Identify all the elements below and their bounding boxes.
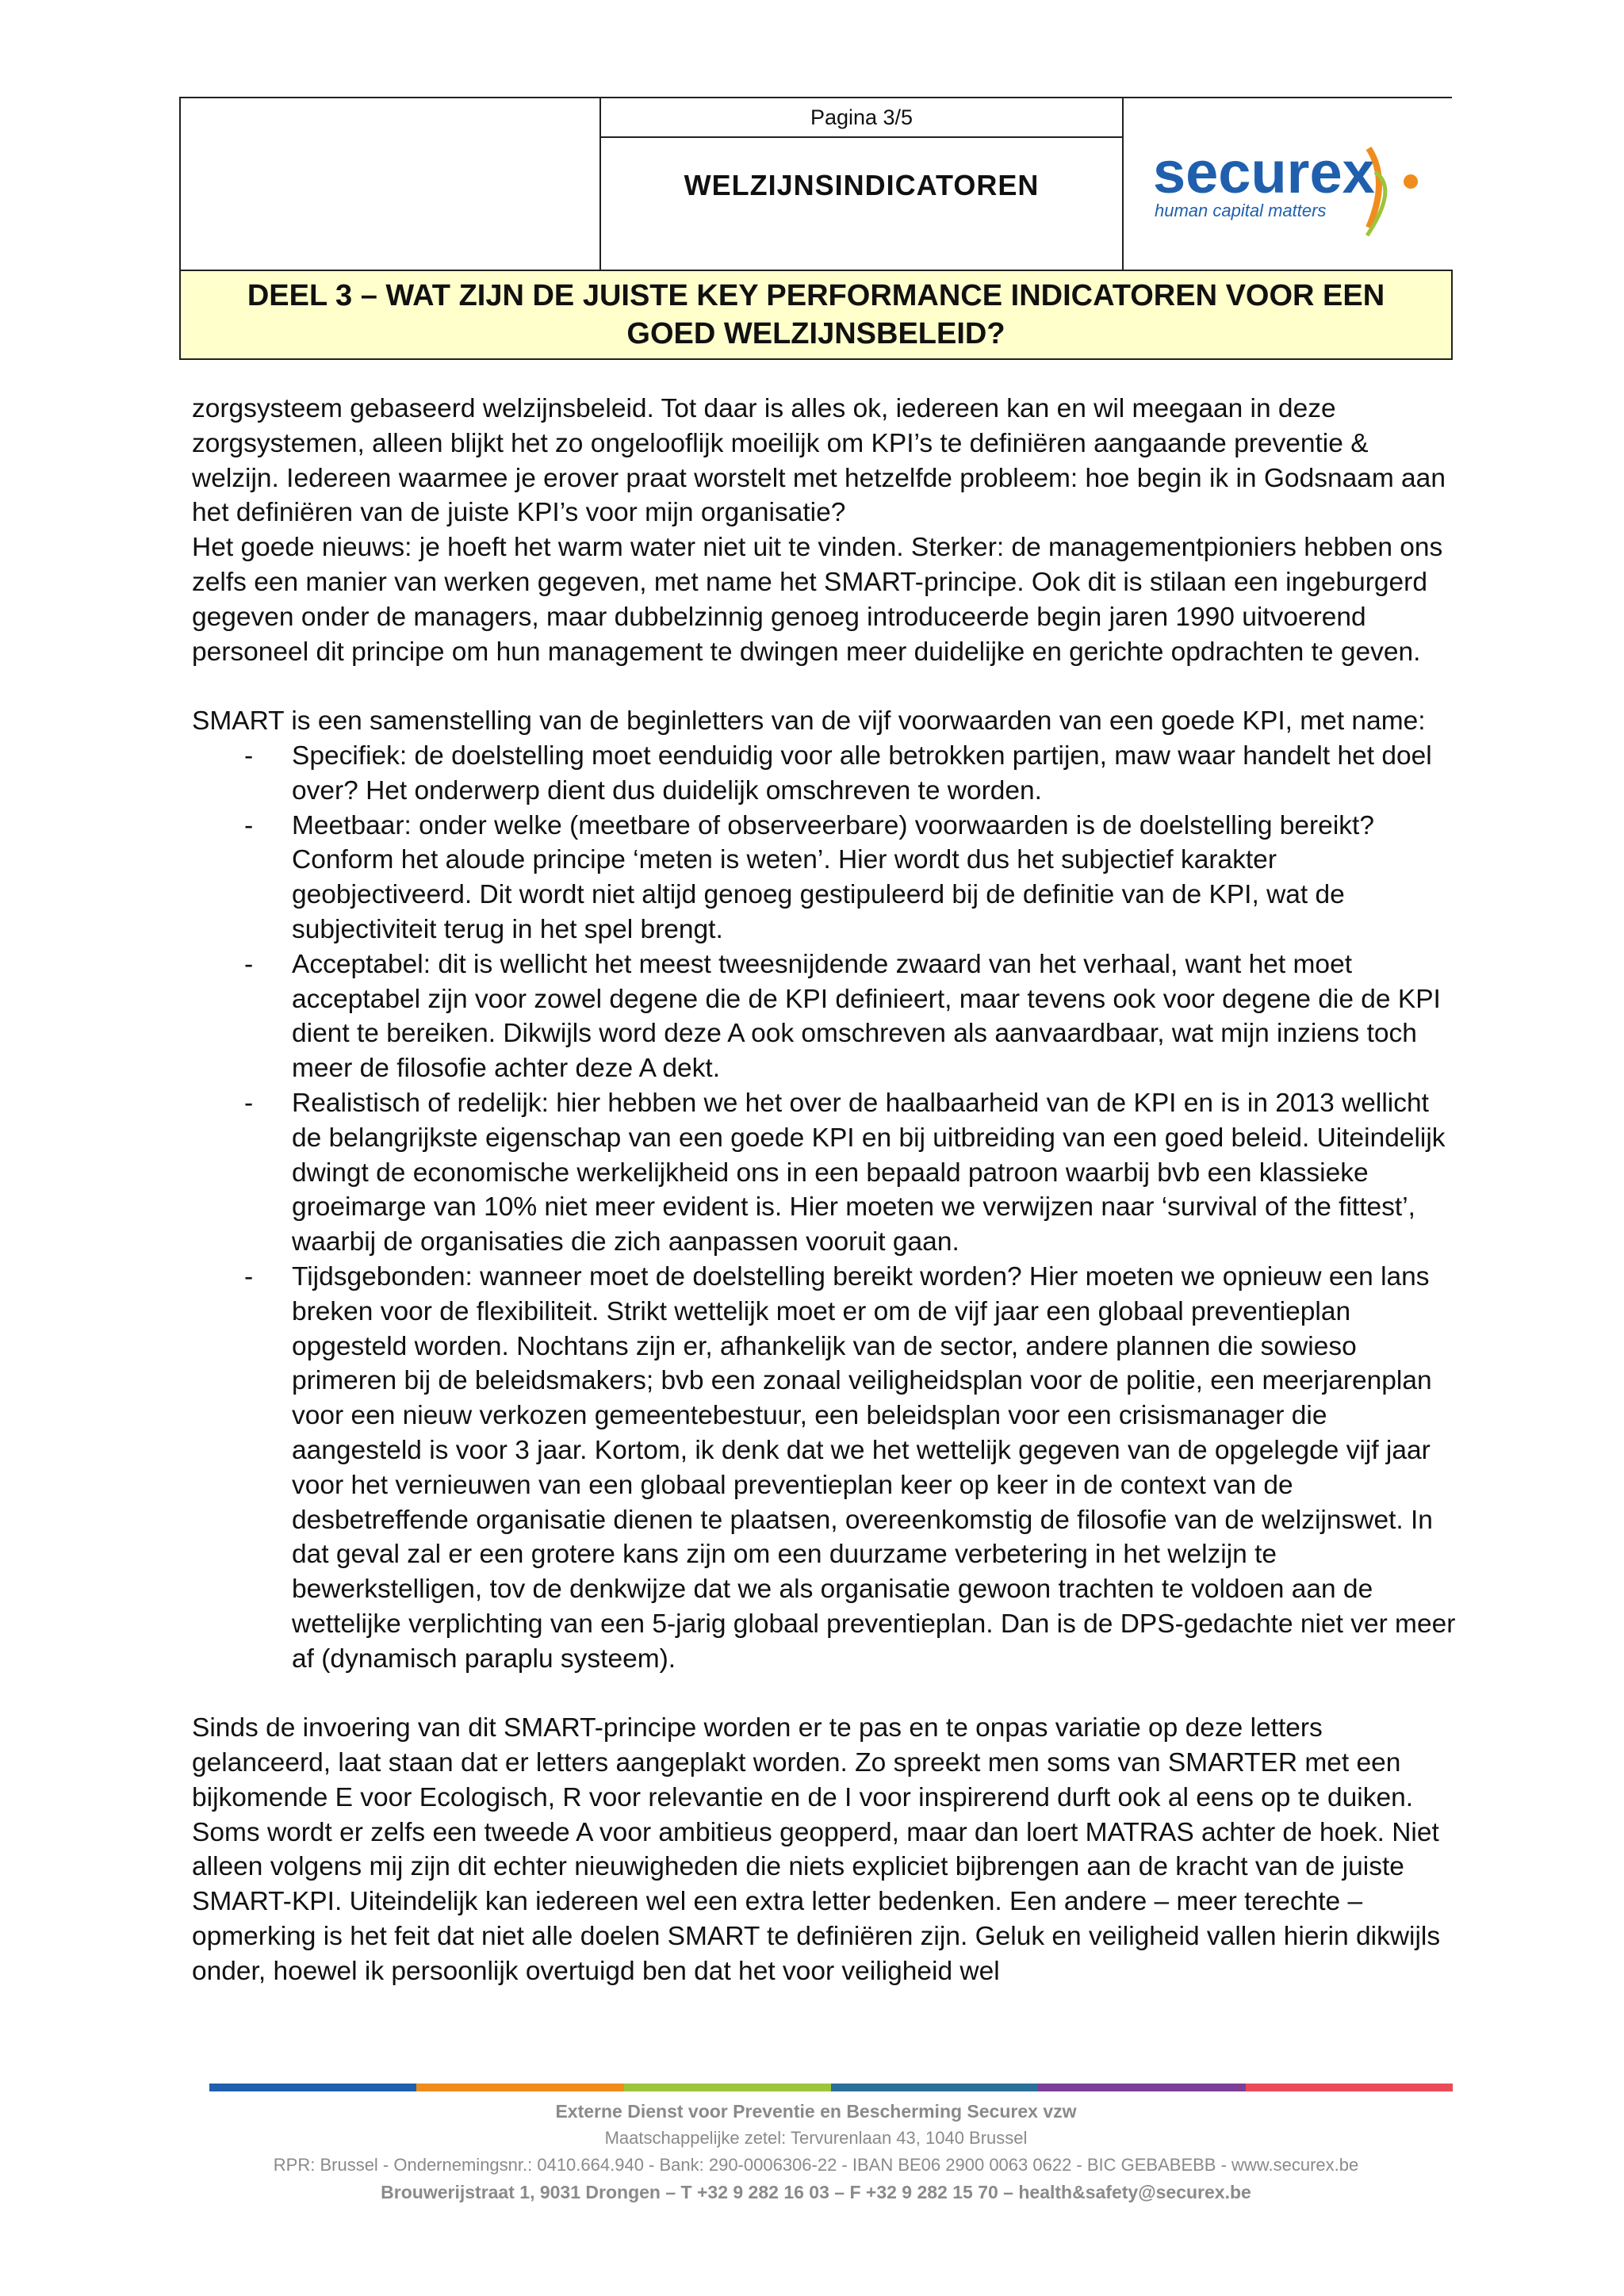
- footer-contact: Brouwerijstraat 1, 9031 Drongen – T +32 9 282 16 03 – F +32 9 282 15 70 – health&safety@securex.be: [381, 2182, 1251, 2202]
- list-item-tijdsgebonden: [192, 1260, 1461, 1677]
- document-footer: [179, 2098, 1453, 2206]
- section-heading-line-2: GOED WELZIJNSBELEID?: [626, 317, 1005, 350]
- paragraph-gap: [192, 1676, 1461, 1711]
- document-header: [179, 97, 1453, 360]
- list-item-acceptabel: [192, 947, 1461, 1086]
- bullet-dash: -: [244, 1088, 254, 1118]
- footer-color-stripe: [209, 2084, 1453, 2091]
- header-title-cell: [600, 98, 1123, 270]
- list-item-specifiek: [192, 739, 1461, 809]
- securex-logo-icon: [1137, 124, 1438, 243]
- stripe-segment: [416, 2084, 623, 2091]
- section-heading: [180, 270, 1452, 359]
- logo-tagline: human capital matters: [1155, 201, 1327, 220]
- footer-registered-office: Maatschappelijke zetel: Tervurenlaan 43, 1040 Brussel: [604, 2128, 1028, 2148]
- paragraph-1: zorgsysteem gebaseerd welzijnsbeleid. Tot daar is alles ok, iedereen kan en wil meegaan in deze zorgsystemen, alleen blijkt het zo ongelooflijk moeilijk om KPI’s te definiëren aangaande preventie & welzijn. Iedereen waarmee je erover praat worstelt met hetzelfde probleem: hoe begin ik in Godsnaam aan het definiëren van de juiste KPI’s voor mijn organisatie?: [192, 394, 1446, 528]
- bullet-dash: -: [244, 810, 254, 840]
- logo-word: securex: [1153, 140, 1375, 205]
- section-heading-line-1: DEEL 3 – WAT ZIJN DE JUISTE KEY PERFORMANCE INDICATOREN VOOR EEN: [247, 279, 1385, 312]
- list-item-text: Tijdsgebonden: wanneer moet de doelstelling bereikt worden? Hier moeten we opnieuw een lans breken voor de flexibiliteit. Strikt wettelijk moet er om de vijf jaar een globaal preventieplan opgesteld worden. Nochtans zijn er, afhankelijk van de sector, andere plannen die sowieso primeren bij de beleidsmakers; bvb een zonaal veiligheidsplan voor de politie, een meerjarenplan voor een nieuw verkozen gemeentebestuur, een beleidsplan voor een crisismanager die aangesteld is voor 3 jaar. Kortom, ik denk dat we het wettelijk gegeven van de opgelegde vijf jaar voor het vernieuwen van een globaal preventieplan keer op keer in de context van de desbetreffende organisatie dienen te plaatsen, overeenkomstig de filosofie van de welzijnswet. In dat geval zal er een grotere kans zijn om een duurzame verbetering in het welzijn te bewerkstelligen, tov de denkwijze dat we als organisatie gewoon trachten te voldoen aan de wettelijke verplichting van een 5-jarig globaal preventieplan. Dan is de DPS-gedachte niet ver meer af (dynamisch paraplu systeem).: [292, 1261, 1456, 1674]
- page-number: Pagina 3/5: [601, 98, 1122, 138]
- paragraph-3: Sinds de invoering van dit SMART-principe worden er te pas en te onpas variatie op deze letters gelanceerd, laat staan dat er letters aangeplakt worden. Zo spreekt men soms van SMARTER met een bijkomende E voor Ecologisch, R voor relevantie en de I voor inspirerend durft ook al eens op te duiken. Soms wordt er zelfs een tweede A voor ambitieus geopperd, maar dan loert MATRAS achter de hoek. Niet alleen volgens mij zijn dit echter nieuwigheden die niets expliciet bijbrengen aan de kracht van de juiste SMART-KPI. Uiteindelijk kan iedereen wel een extra letter bedenken. Een andere – meer terechte – opmerking is het feit dat niet alle doelen SMART te definiëren zijn. Geluk en veiligheid vallen hierin dikwijls onder, hoewel ik persoonlijk overtuigd ben dat het voor veiligheid wel: [192, 1713, 1441, 1986]
- list-item-meetbaar: [192, 809, 1461, 947]
- document-body: [192, 392, 1461, 1989]
- stripe-segment: [209, 2084, 416, 2091]
- stripe-segment: [831, 2084, 1038, 2091]
- bullet-dash: -: [244, 949, 254, 979]
- header-empty-cell: [180, 98, 600, 270]
- paragraph-2: Het goede nieuws: je hoeft het warm water niet uit te vinden. Sterker: de managementpioniers hebben ons zelfs een manier van werken gegeven, met name het SMART-principe. Ook dit is stilaan een ingeburgerd gegeven onder de managers, maar dubbelzinnig genoeg introduceerde begin jaren 1990 uitvoerend personeel dit principe om hun management te dwingen meer duidelijke en gerichte opdrachten te geven.: [192, 533, 1443, 667]
- bullet-dash: -: [244, 1261, 254, 1292]
- bullet-dash: -: [244, 740, 254, 771]
- document-title: WELZIJNSINDICATOREN: [684, 169, 1040, 201]
- list-item-text: Realistisch of redelijk: hier hebben we het over de haalbaarheid van de KPI en is in 2013 wellicht de belangrijkste eigenschap van een goede KPI en bij uitbreiding van een goed beleid. Uiteindelijk dwingt de economische werkelijkheid ons in een bepaald patroon waarbij bvb een klassieke groeimarge van 10% niet meer evident is. Hier moeten we verwijzen naar ‘survival of the fittest’, waarbij de organisaties die zich aanpassen vooruit gaan.: [292, 1088, 1446, 1257]
- smart-list: [192, 739, 1461, 1677]
- paragraph-gap: [192, 669, 1461, 704]
- list-item-text: Specifiek: de doelstelling moet eenduidig voor alle betrokken partijen, maw waar handelt het doel over? Het onderwerp dient dus duidelijk omschreven te worden.: [292, 740, 1432, 806]
- stripe-segment: [1038, 2084, 1245, 2091]
- paragraph-smart-intro: SMART is een samenstelling van de beginletters van de vijf voorwaarden van een goede KPI, met name:: [192, 706, 1426, 737]
- header-logo-cell: [1123, 98, 1452, 270]
- securex-logo: [1124, 124, 1452, 243]
- list-item-text: Meetbaar: onder welke (meetbare of observeerbare) voorwaarden is de doelstelling bereikt? Conform het aloude principe ‘meten is weten’. Hier wordt dus het subjectief karakter geobjectiveerd. Dit wordt niet altijd genoeg gestipuleerd bij de definitie van de KPI, wat de subjectiviteit terug in het spel brengt.: [292, 810, 1374, 944]
- stripe-segment: [1246, 2084, 1453, 2091]
- list-item-realistisch: [192, 1086, 1461, 1260]
- list-item-text: Acceptabel: dit is wellicht het meest tweesnijdende zwaard van het verhaal, want het moet acceptabel zijn voor zowel degene die de KPI definieert, maar tevens ook voor degene die de KPI dient te bereiken. Dikwijls word deze A ook omschreven als aanvaardbaar, wat mijn inziens toch meer de filosofie achter deze A dekt.: [292, 949, 1441, 1084]
- footer-organisation: Externe Dienst voor Preventie en Bescherming Securex vzw: [555, 2101, 1077, 2122]
- stripe-segment: [624, 2084, 831, 2091]
- footer-registration: RPR: Brussel - Ondernemingsnr.: 0410.664.940 - Bank: 290-0006306-22 - IBAN BE06 2900 0063 0622 - BIC GEBABEBB - www.securex.be: [273, 2155, 1359, 2175]
